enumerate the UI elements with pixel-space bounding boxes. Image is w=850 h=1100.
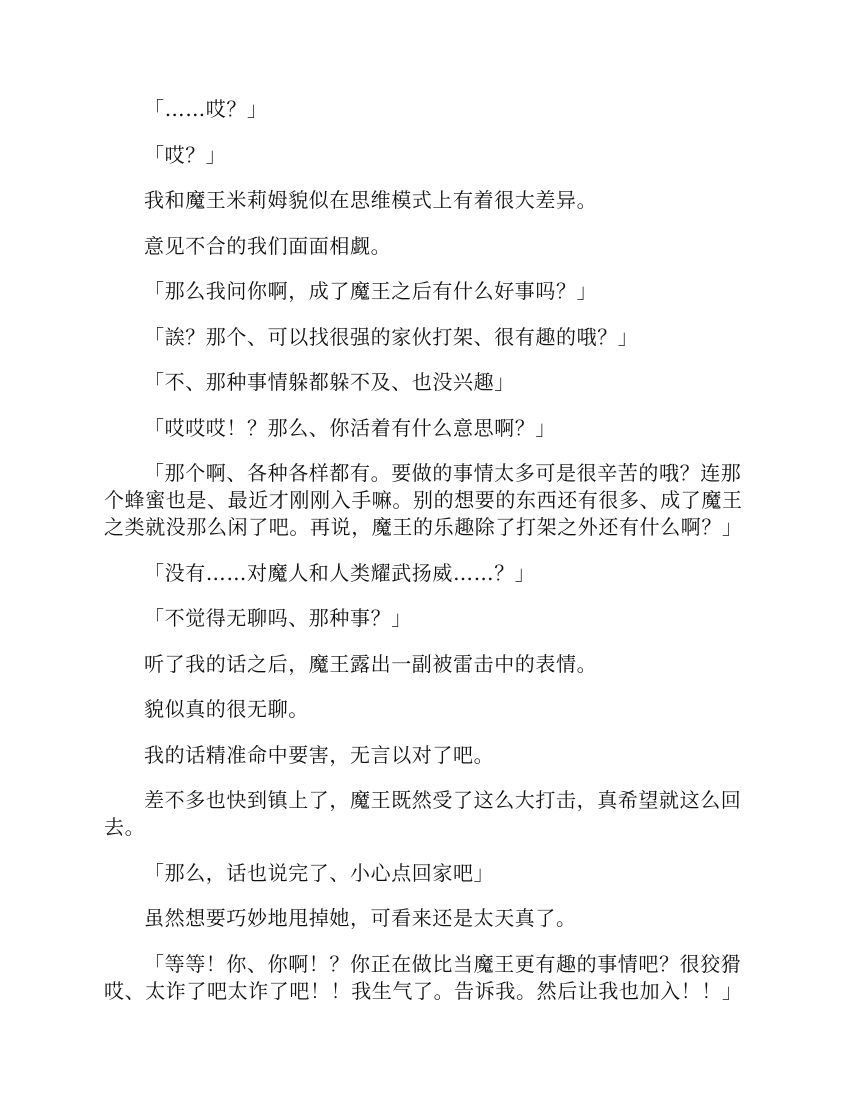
paragraph-4: 意见不合的我们面面相觑。 [144, 233, 392, 258]
paragraph-9: 「那个啊、各种各样都有。要做的事情太多可是很辛苦的哦？连那个蜂蜜也是、最近才刚刚入手嘛。别的想要的东西还有很多、成了魔王之类就没那么闲了吧。再说，魔王的乐趣除了打架之外还有什么啊？」 [104, 461, 743, 539]
paragraph-1: 「……哎？」 [144, 97, 268, 121]
paragraph-7: 「不、那种事情躲都躲不及、也没兴趣」 [144, 370, 515, 394]
paragraph-6: 「誒？那个、可以找很强的家伙打架、很有趣的哦？」 [144, 324, 639, 349]
paragraph-18: 「等等！你、你啊！？你正在做比当魔王更有趣的事情吧？很狡猾哎、太诈了吧太诈了吧！！我生气了。告诉我。然后让我也加入！！」 [104, 951, 743, 1003]
paragraph-17: 虽然想要巧妙地甩掉她，可看来还是太天真了。 [144, 906, 577, 930]
paragraph-5: 「那么我问你啊，成了魔王之后有什么好事吗？」 [144, 279, 598, 303]
paragraph-13: 貌似真的很无聊。 [144, 697, 309, 721]
paragraph-10: 「没有……对魔人和人类耀武扬威……？」 [144, 560, 536, 585]
paragraph-11: 「不觉得无聊吗、那种事？」 [144, 606, 412, 630]
paragraph-15: 差不多也快到镇上了，魔王既然受了这么大打击，真希望就这么回去。 [104, 788, 742, 839]
paragraph-3: 我和魔王米莉姆貌似在思维模式上有着很大差异。 [144, 188, 598, 212]
paragraph-16: 「那么，话也说完了、小心点回家吧」 [144, 860, 495, 885]
paragraph-14: 我的话精准命中要害，无言以对了吧。 [144, 742, 495, 767]
paragraph-12: 听了我的话之后，魔王露出一副被雷击中的表情。 [144, 651, 598, 676]
document-page [104, 96, 748, 1023]
paragraph-8: 「哎哎哎！？那么、你活着有什么意思啊？」 [144, 415, 556, 440]
paragraph-2: 「哎？」 [144, 142, 227, 167]
